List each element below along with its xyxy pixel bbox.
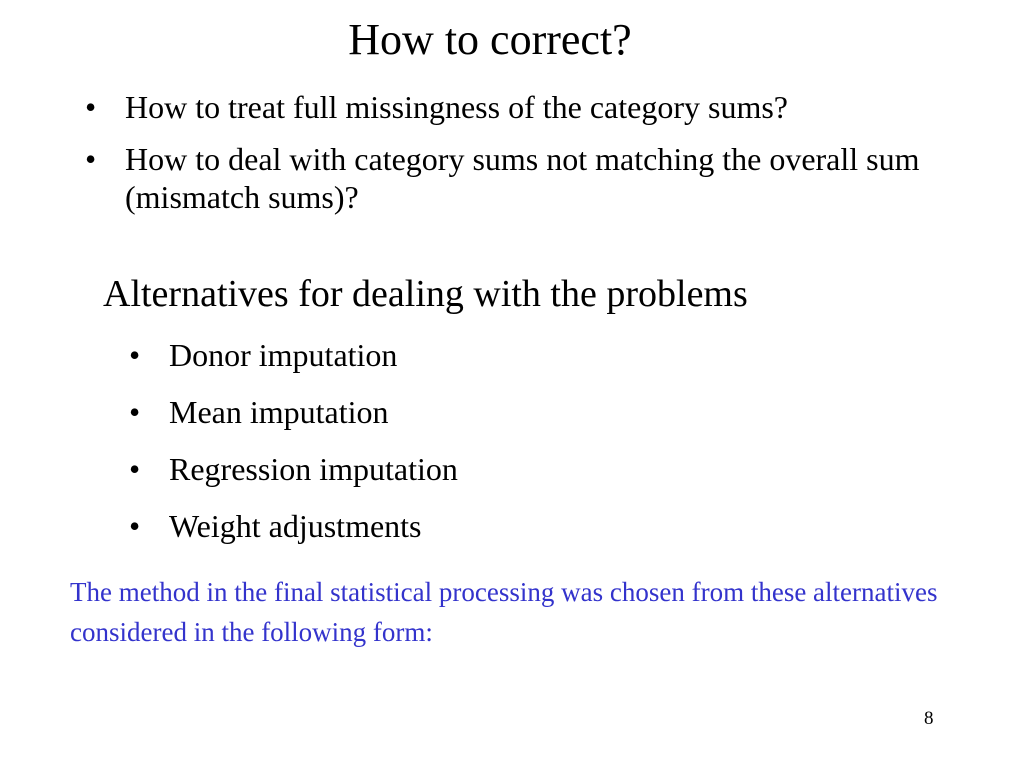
section-heading: Alternatives for dealing with the problems	[103, 273, 748, 315]
bullet-icon: •	[85, 141, 97, 177]
alternative-item	[129, 336, 458, 374]
alternative-text: Donor imputation	[169, 337, 398, 373]
question-list	[85, 88, 985, 230]
bullet-icon: •	[129, 451, 141, 487]
bullet-icon: •	[129, 508, 141, 544]
question-text: How to treat full missingness of the category sums?	[125, 89, 788, 125]
question-text: How to deal with category sums not matching the overall sum (mismatch sums)?	[125, 141, 920, 215]
alternative-item	[129, 450, 458, 488]
page-number: 8	[924, 708, 934, 729]
alternative-text: Mean imputation	[169, 394, 389, 430]
method-note: The method in the final statistical processing was chosen from these alternatives considered in the following form:	[70, 577, 938, 647]
alternative-text: Regression imputation	[169, 451, 458, 487]
bullet-icon: •	[85, 89, 97, 125]
question-item	[85, 88, 985, 126]
alternative-text: Weight adjustments	[169, 508, 422, 544]
question-item	[85, 140, 985, 216]
bullet-icon: •	[129, 337, 141, 373]
alternative-item	[129, 393, 458, 431]
alternative-item	[129, 507, 458, 545]
slide-title: How to correct?	[348, 15, 632, 64]
alternatives-list	[129, 336, 458, 564]
bullet-icon: •	[129, 394, 141, 430]
